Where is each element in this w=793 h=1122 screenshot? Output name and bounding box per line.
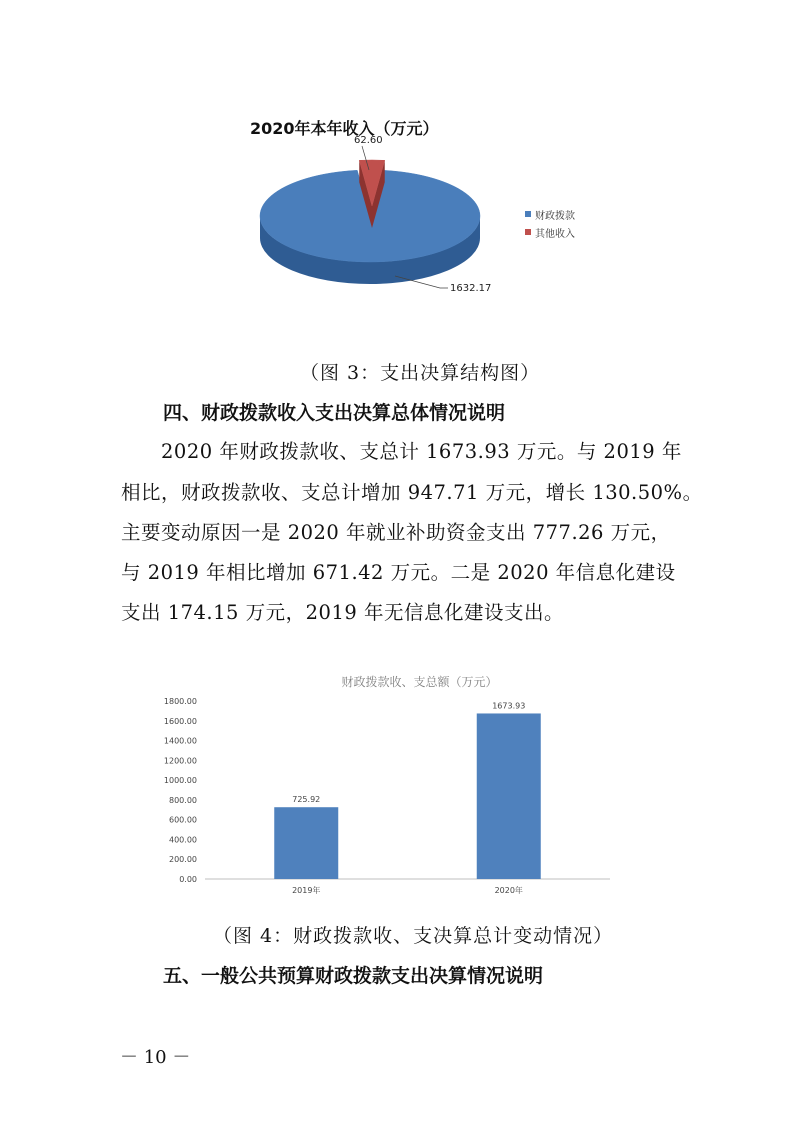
paragraph-line-3: 主要变动原因一是 2020 年就业补助资金支出 777.26 万元，: [121, 521, 671, 544]
bar-2020年: [477, 713, 541, 879]
legend-item-fiscal: [525, 205, 575, 223]
y-tick-label: 1800.00: [163, 697, 197, 706]
bar-2019年: [274, 807, 338, 879]
y-tick-label: 0.00: [179, 875, 197, 884]
y-tick-label: 600.00: [169, 815, 197, 825]
paragraph-line-1: 2020 年财政拨款收、支总计 1673.93 万元。与 2019 年: [161, 440, 682, 463]
pie-chart-title: 2020年本年收入（万元）: [250, 119, 439, 138]
y-tick-label: 1200.00: [163, 756, 197, 766]
bar-chart-title: 财政拨款收、支总额（万元）: [341, 675, 498, 689]
legend-swatch-other: [525, 229, 531, 235]
pie-label-other: 62.60: [354, 135, 383, 146]
figure4-caption: （图 4：财政拨款收、支决算总计变动情况）: [213, 925, 614, 947]
y-tick-label: 1400.00: [163, 736, 197, 746]
paragraph-line-4: 与 2019 年相比增加 671.42 万元。二是 2020 年信息化建设: [121, 561, 676, 584]
y-tick-label: 1000.00: [163, 776, 197, 786]
legend-label-fiscal: 财政拨款: [535, 210, 575, 222]
legend-label-other: 其他收入: [535, 228, 575, 240]
y-tick-label: 400.00: [169, 835, 197, 845]
bar-data-label: 1673.93: [492, 701, 526, 711]
bar-data-label: 725.92: [292, 795, 321, 805]
page-number: － 10 －: [120, 1047, 191, 1068]
paragraph-line-2: 相比，财政拨款收、支总计增加 947.71 万元，增长 130.50%。: [121, 481, 703, 504]
pie-chart: [0, 0, 793, 330]
x-tick-label: 2019年: [292, 886, 321, 895]
paragraph-line-5: 支出 174.15 万元，2019 年无信息化建设支出。: [121, 601, 564, 624]
pie-label-fiscal: 1632.17: [450, 283, 492, 294]
y-tick-label: 200.00: [169, 855, 197, 865]
y-tick-label: 800.00: [169, 795, 197, 805]
bar-chart: [0, 660, 793, 920]
legend-swatch-fiscal: [525, 211, 531, 217]
legend-item-other: [525, 223, 575, 241]
y-tick-label: 1600.00: [163, 716, 197, 726]
x-tick-label: 2020年: [494, 886, 523, 895]
pie-legend: [525, 205, 575, 241]
figure3-caption: （图 3：支出决算结构图）: [300, 362, 541, 384]
section4-heading: 四、财政拨款收入支出决算总体情况说明: [163, 402, 506, 424]
section5-heading: 五、一般公共预算财政拨款支出决算情况说明: [163, 965, 544, 987]
